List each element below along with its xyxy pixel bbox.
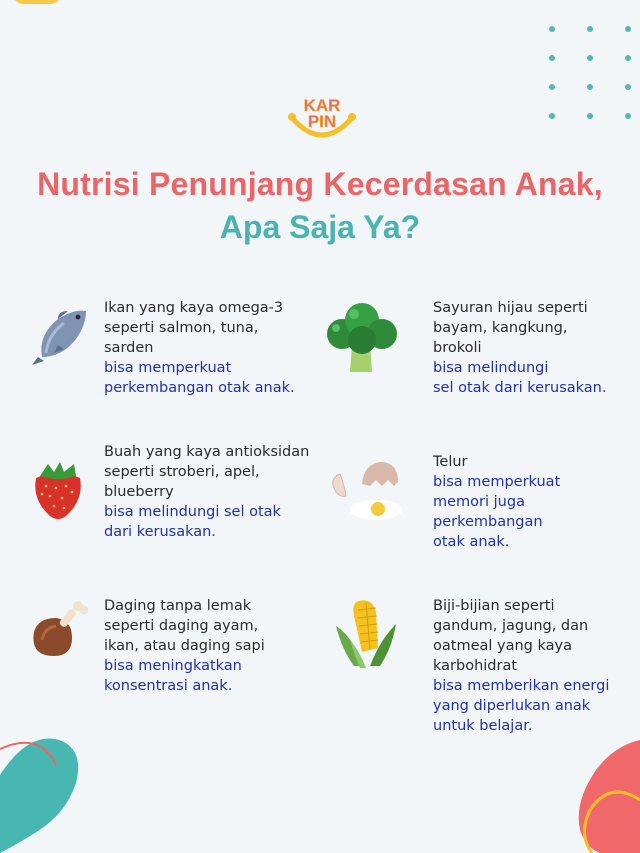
- decorative-shape-bottom-left: [0, 735, 82, 853]
- page-subtitle: Apa Saja Ya?: [219, 209, 421, 245]
- list-item: [104, 298, 295, 398]
- item-benefit: bisa memberikan energi yang diperlukan anak untuk belajar.: [433, 678, 610, 734]
- list-item: [433, 596, 609, 736]
- list-item: [433, 452, 560, 552]
- fish-icon: [28, 305, 90, 371]
- item-benefit: bisa memperkuat perkembangan otak anak.: [104, 360, 295, 396]
- item-description: Telur: [433, 454, 468, 470]
- item-description: Sayuran hijau seperti bayam, kangkung, brokoli: [433, 300, 588, 356]
- item-benefit: bisa melindungi sel otak dari kerusakan.: [104, 504, 281, 540]
- item-benefit: bisa meningkatkan konsentrasi anak.: [104, 658, 242, 694]
- broccoli-icon: [322, 298, 404, 380]
- item-benefit: bisa melindungi sel otak dari kerusakan.: [433, 360, 607, 396]
- page-title: Nutrisi Penunjang Kecerdasan Anak,: [37, 166, 603, 202]
- strawberry-icon: [30, 460, 86, 526]
- corn-icon: [332, 596, 400, 674]
- item-description: Buah yang kaya antioksidan seperti stroberi, apel, blueberry: [104, 444, 310, 500]
- decorative-blob-top: [12, 0, 62, 4]
- brand-logo: [286, 92, 358, 142]
- egg-icon: [326, 458, 406, 526]
- logo-line1: KAR: [303, 96, 341, 115]
- list-item: [104, 442, 309, 542]
- drumstick-icon: [28, 598, 88, 664]
- list-item: [433, 298, 606, 398]
- decorative-dots: [549, 26, 631, 119]
- item-description: Daging tanpa lemak seperti daging ayam, ikan, atau daging sapi: [104, 598, 265, 654]
- logo-line2: PIN: [307, 112, 337, 131]
- decorative-shape-bottom-right: [570, 740, 640, 853]
- item-description: Biji-bijian seperti gandum, jagung, dan oatmeal yang kaya karbohidrat: [433, 598, 589, 674]
- list-item: [104, 596, 265, 696]
- item-description: Ikan yang kaya omega-3 seperti salmon, tuna, sarden: [104, 300, 284, 356]
- item-benefit: bisa memperkuat memori juga perkembangan otak anak.: [433, 474, 561, 550]
